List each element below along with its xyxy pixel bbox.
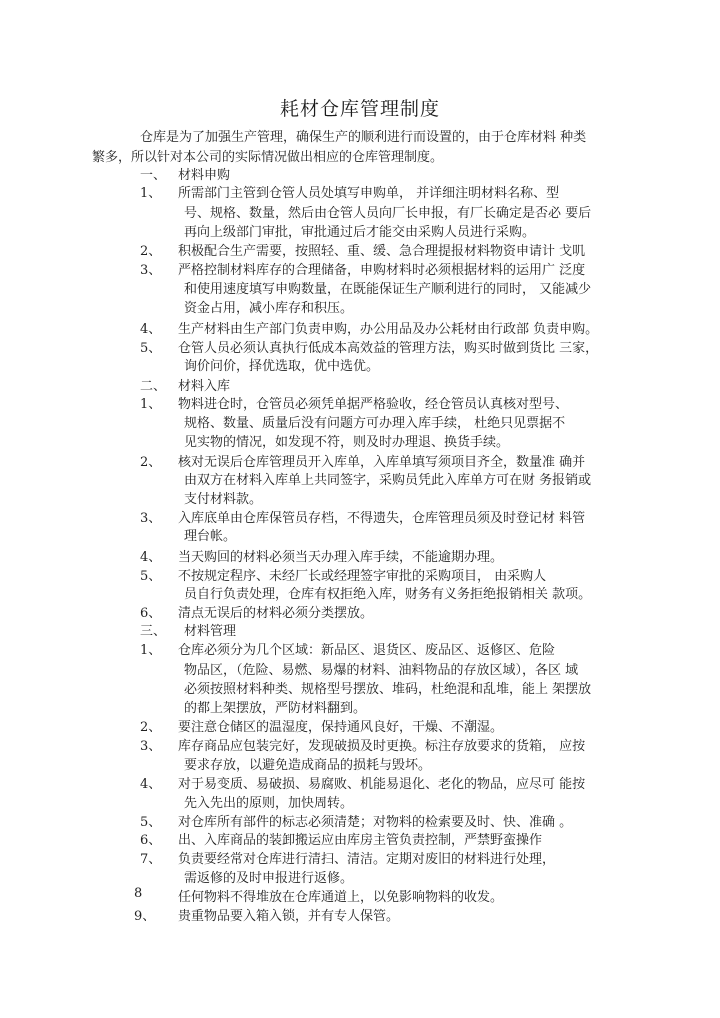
item-line: 积极配合生产需要，按照轻、重、缓、急合理提报材料物资申请计 戈叽: [178, 244, 586, 259]
item-line: 当天购回的材料必须当天办理入库手续，不能逾期办理。: [178, 550, 504, 565]
item-line: 仓库必须分为几个区域：新品区、退货区、废品区、返修区、危险: [178, 643, 556, 658]
document-title: 耗材仓库管理制度: [279, 98, 440, 120]
item-line: 再向上级部门审批，审批通过后才能交由采购人员进行采购。: [184, 225, 536, 240]
item-line: 仓管人员必须认真执行低成本高效益的管理方法，购买时做到货比 三家，: [178, 341, 599, 356]
item-number: 1、: [140, 397, 162, 412]
intro-line: 繁多，所以针对本公司的实际情况做出相应的仓库管理制度。: [92, 150, 444, 165]
item-line: 询价问价，择优选取，优中选优。: [184, 359, 380, 374]
item-line: 贵重物品要入箱入锁，并有专人保管。: [178, 909, 400, 924]
intro-line: 仓库是为了加强生产管理，确保生产的顺利进行而设置的，由于仓库材料 种类: [140, 130, 587, 145]
item-line: 先入先出的原则，加快周转。: [184, 796, 354, 811]
item-number: 5、: [140, 569, 162, 584]
item-number: 2、: [140, 720, 162, 735]
item-number: 2、: [140, 455, 162, 470]
item-line: 号、规格、数量，然后由仓管人员向厂长申报，有厂长确定是否必 要后: [184, 206, 592, 221]
item-line: 物品区，（危险、易燃、易爆的材料、油料物品的存放区域），各区 域: [184, 663, 579, 678]
item-line: 入库底单由仓库保管员存档，不得遗失，仓库管理员须及时登记材 料管: [178, 511, 586, 526]
item-line: 规格、数量、质量后没有问题方可办理入库手续， 杜绝只见票据不: [184, 416, 566, 431]
item-line: 任何物料不得堆放在仓库通道上，以免影响物料的收发。: [178, 890, 504, 905]
item-line: 资金占用，减小库存和积压。: [184, 301, 354, 316]
item-line: 的都上架摆放，严防材料翻到。: [184, 701, 367, 716]
item-number: 4、: [140, 777, 162, 792]
item-number: 5、: [140, 815, 162, 830]
item-line: 支付材料款。: [184, 492, 263, 507]
item-line: 见实物的情况，如发现不符，则及时办理退、换货手续。: [184, 435, 510, 450]
section-title: 材料入库: [178, 379, 231, 394]
item-number: 3、: [140, 511, 162, 526]
item-line: 要求存放，以避免造成商品的损耗与毁坏。: [184, 758, 432, 773]
section-title: 材料申购: [178, 168, 231, 183]
item-line: 员自行负责处理，仓库有权拒绝入库，财务有义务拒绝报销相关 款项。: [184, 587, 592, 602]
section-number: 一、: [140, 168, 167, 183]
item-line: 需返修的及时申报进行返修。: [184, 871, 354, 886]
item-line: 出、入库商品的装卸搬运应由库房主管负责控制，严禁野蛮操作: [178, 833, 543, 848]
item-number: 3、: [140, 263, 162, 278]
item-line: 核对无误后仓库管理员开入库单，入库单填写须项目齐全，数量准 确并: [178, 455, 586, 470]
item-line: 必须按照材料种类、规格型号摆放、堆码，杜绝混和乱堆，能上 架摆放: [184, 682, 592, 697]
item-number: 2、: [140, 244, 162, 259]
item-number: 6、: [140, 833, 162, 848]
item-line: 生产材料由生产部门负责申购，办公用品及办公耗材由行政部 负责申购。: [178, 322, 599, 337]
item-number: 8: [134, 886, 143, 901]
item-number: 1、: [140, 186, 162, 201]
item-line: 负责要经常对仓库进行清扫、清洁。定期对废旧的材料进行处理，: [178, 852, 556, 867]
item-number: 1、: [140, 643, 162, 658]
item-line: 由双方在材料入库单上共同签字，采购员凭此入库单方可在财 务报销或: [184, 473, 592, 488]
item-line: 所需部门主管到仓管人员处填写申购单， 并详细注明材料名称、型: [178, 186, 560, 201]
item-line: 理台帐。: [184, 529, 237, 544]
item-number: 4、: [140, 550, 162, 565]
item-line: 物料进仓时，仓管员必须凭单据严格验收，经仓管员认真核对型号、: [178, 397, 569, 412]
section-number: 二、: [140, 379, 167, 394]
section-number: 三、: [140, 624, 167, 639]
item-line: 清点无误后的材料必须分类摆放。: [178, 606, 374, 621]
item-line: 严格控制材料库存的合理储备，申购材料时必须根据材料的运用广 泛度: [178, 263, 586, 278]
item-line: 不按规定程序、未经厂长或经理签字审批的采购项目， 由采购人: [178, 569, 547, 584]
item-line: 对仓库所有部件的标志必须清楚；对物料的检索要及时、快、准确 。: [178, 815, 573, 830]
item-number: 6、: [140, 606, 162, 621]
item-number: 4、: [140, 322, 162, 337]
item-line: 要注意仓储区的温湿度，保持通风良好，干燥、不潮湿。: [178, 720, 504, 735]
item-number: 9、: [134, 909, 156, 924]
section-title: 材料管理: [184, 624, 237, 639]
item-number: 5、: [140, 341, 162, 356]
item-number: 7、: [140, 852, 162, 867]
item-line: 和使用速度填写申购数量，在既能保证生产顺利进行的同时， 又能减少: [184, 282, 592, 297]
item-line: 库存商品应包装完好，发现破损及时更换。标注存放要求的货箱， 应按: [178, 739, 586, 754]
item-number: 3、: [140, 739, 162, 754]
item-line: 对于易变质、易破损、易腐败、机能易退化、老化的物品，应尽可 能按: [178, 777, 586, 792]
